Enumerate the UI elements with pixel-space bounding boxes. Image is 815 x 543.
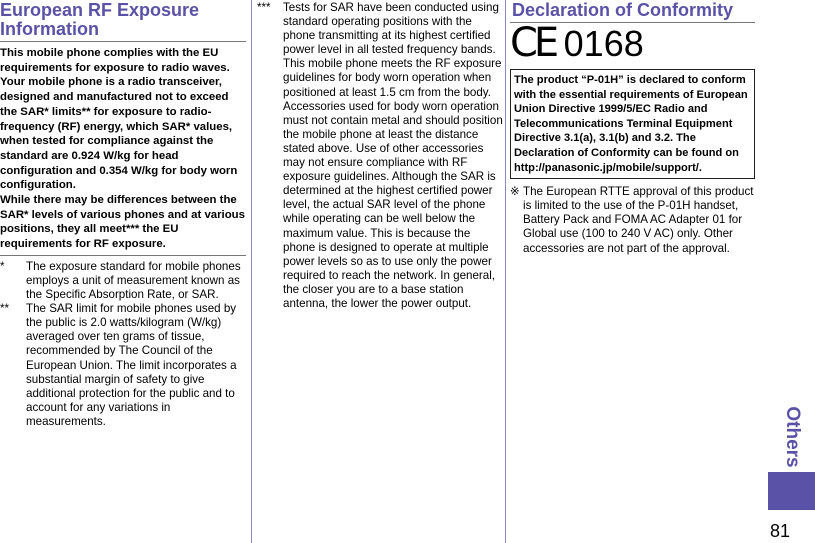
ce-marking — [510, 20, 755, 66]
section-tab-block — [768, 472, 815, 510]
footnote-double-asterisk — [0, 302, 246, 429]
notes-divider — [0, 255, 246, 256]
footnote-mark: *** — [257, 1, 271, 14]
reference-mark: ※ — [510, 185, 520, 199]
heading-divider — [0, 41, 246, 42]
rf-exposure-column — [0, 0, 246, 429]
column-divider — [505, 0, 506, 543]
declaration-box: The product “P-01H” is declared to conform with the essential requirements of European Union Directive 1999/5/EC Radio and Telecommunications Terminal Equipment Directive 3.1(a), 3.1(b) and 3.2. The Declaration of Conformity can be found on http://panasonic.jp/mobile/support/. — [510, 69, 755, 179]
rtte-approval-note — [510, 185, 755, 255]
ce-logo: CE — [510, 20, 556, 66]
page-number: 81 — [770, 521, 791, 541]
rtte-approval-text: The European RTTE approval of this product is limited to the use of the P-01H handset, Battery Pack and FOMA AC Adapter 01 for Global use (100 to 240 V AC) only. Other accessories are not part of the approval. — [523, 185, 754, 255]
compliance-statement: This mobile phone complies with the EU requirements for exposure to radio waves. Your mobile phone is a radio transceiver, designed and manufactured not to exceed the SAR* limits** for exposure to radio-frequency (RF) energy, which SAR* values, when tested for compliance against the standard are 0.924 W/kg for head configuration and 0.354 W/kg for body worn configuration. — [0, 47, 238, 192]
footnote-triple-asterisk — [257, 1, 503, 311]
column-divider — [251, 0, 252, 543]
declaration-column — [510, 0, 755, 256]
footnote-mark: ** — [0, 302, 10, 316]
footnote-text: Tests for SAR have been conducted using standard operating positions with the phone transmitting at its highest certified power level in all tested frequency bands. This mobile phone meets the RF exposure guidelines for body worn operation when positioned at least 1.5 cm from the body. Accessories used for body worn operation must not contain metal and should position the mobile phone at least the distance stated above. Use of other accessories may not ensure compliance with RF exposure guidelines. Although the SAR is determined at the highest certified power level, the actual SAR level of the phone while operating can be well below the maximum value. This is because the phone is designed to operate at multiple power levels so as to use only the power required to reach the network. In general, the closer you are to a base station antenna, the lower the power output. — [283, 1, 503, 310]
footnote-mark: * — [0, 259, 5, 273]
section-tab-label: Others — [781, 406, 803, 468]
notified-body-number: 0168 — [563, 23, 644, 64]
footnote-text: The SAR limit for mobile phones used by the public is 2.0 watts/kilogram (W/kg) averaged over ten grams of tissue, recommended by The Council of the European Union. The limit incorporates a substantial margin of safety to give additional protection for the public and to account for any variations in measurements. — [26, 302, 237, 428]
rf-exposure-heading: European RF Exposure Information — [0, 0, 200, 39]
declaration-heading: Declaration of Conformity — [512, 0, 734, 20]
sar-tests-column — [257, 0, 503, 311]
sar-differences-statement: While there may be differences between the SAR* levels of various phones and at various positions, they all meet*** the EU requirements for RF exposure. — [0, 194, 245, 251]
footnote-text: The exposure standard for mobile phones employs a unit of measurement known as the Specific Absorption Rate, or SAR. — [26, 259, 241, 302]
footnote-single-asterisk — [0, 260, 246, 302]
